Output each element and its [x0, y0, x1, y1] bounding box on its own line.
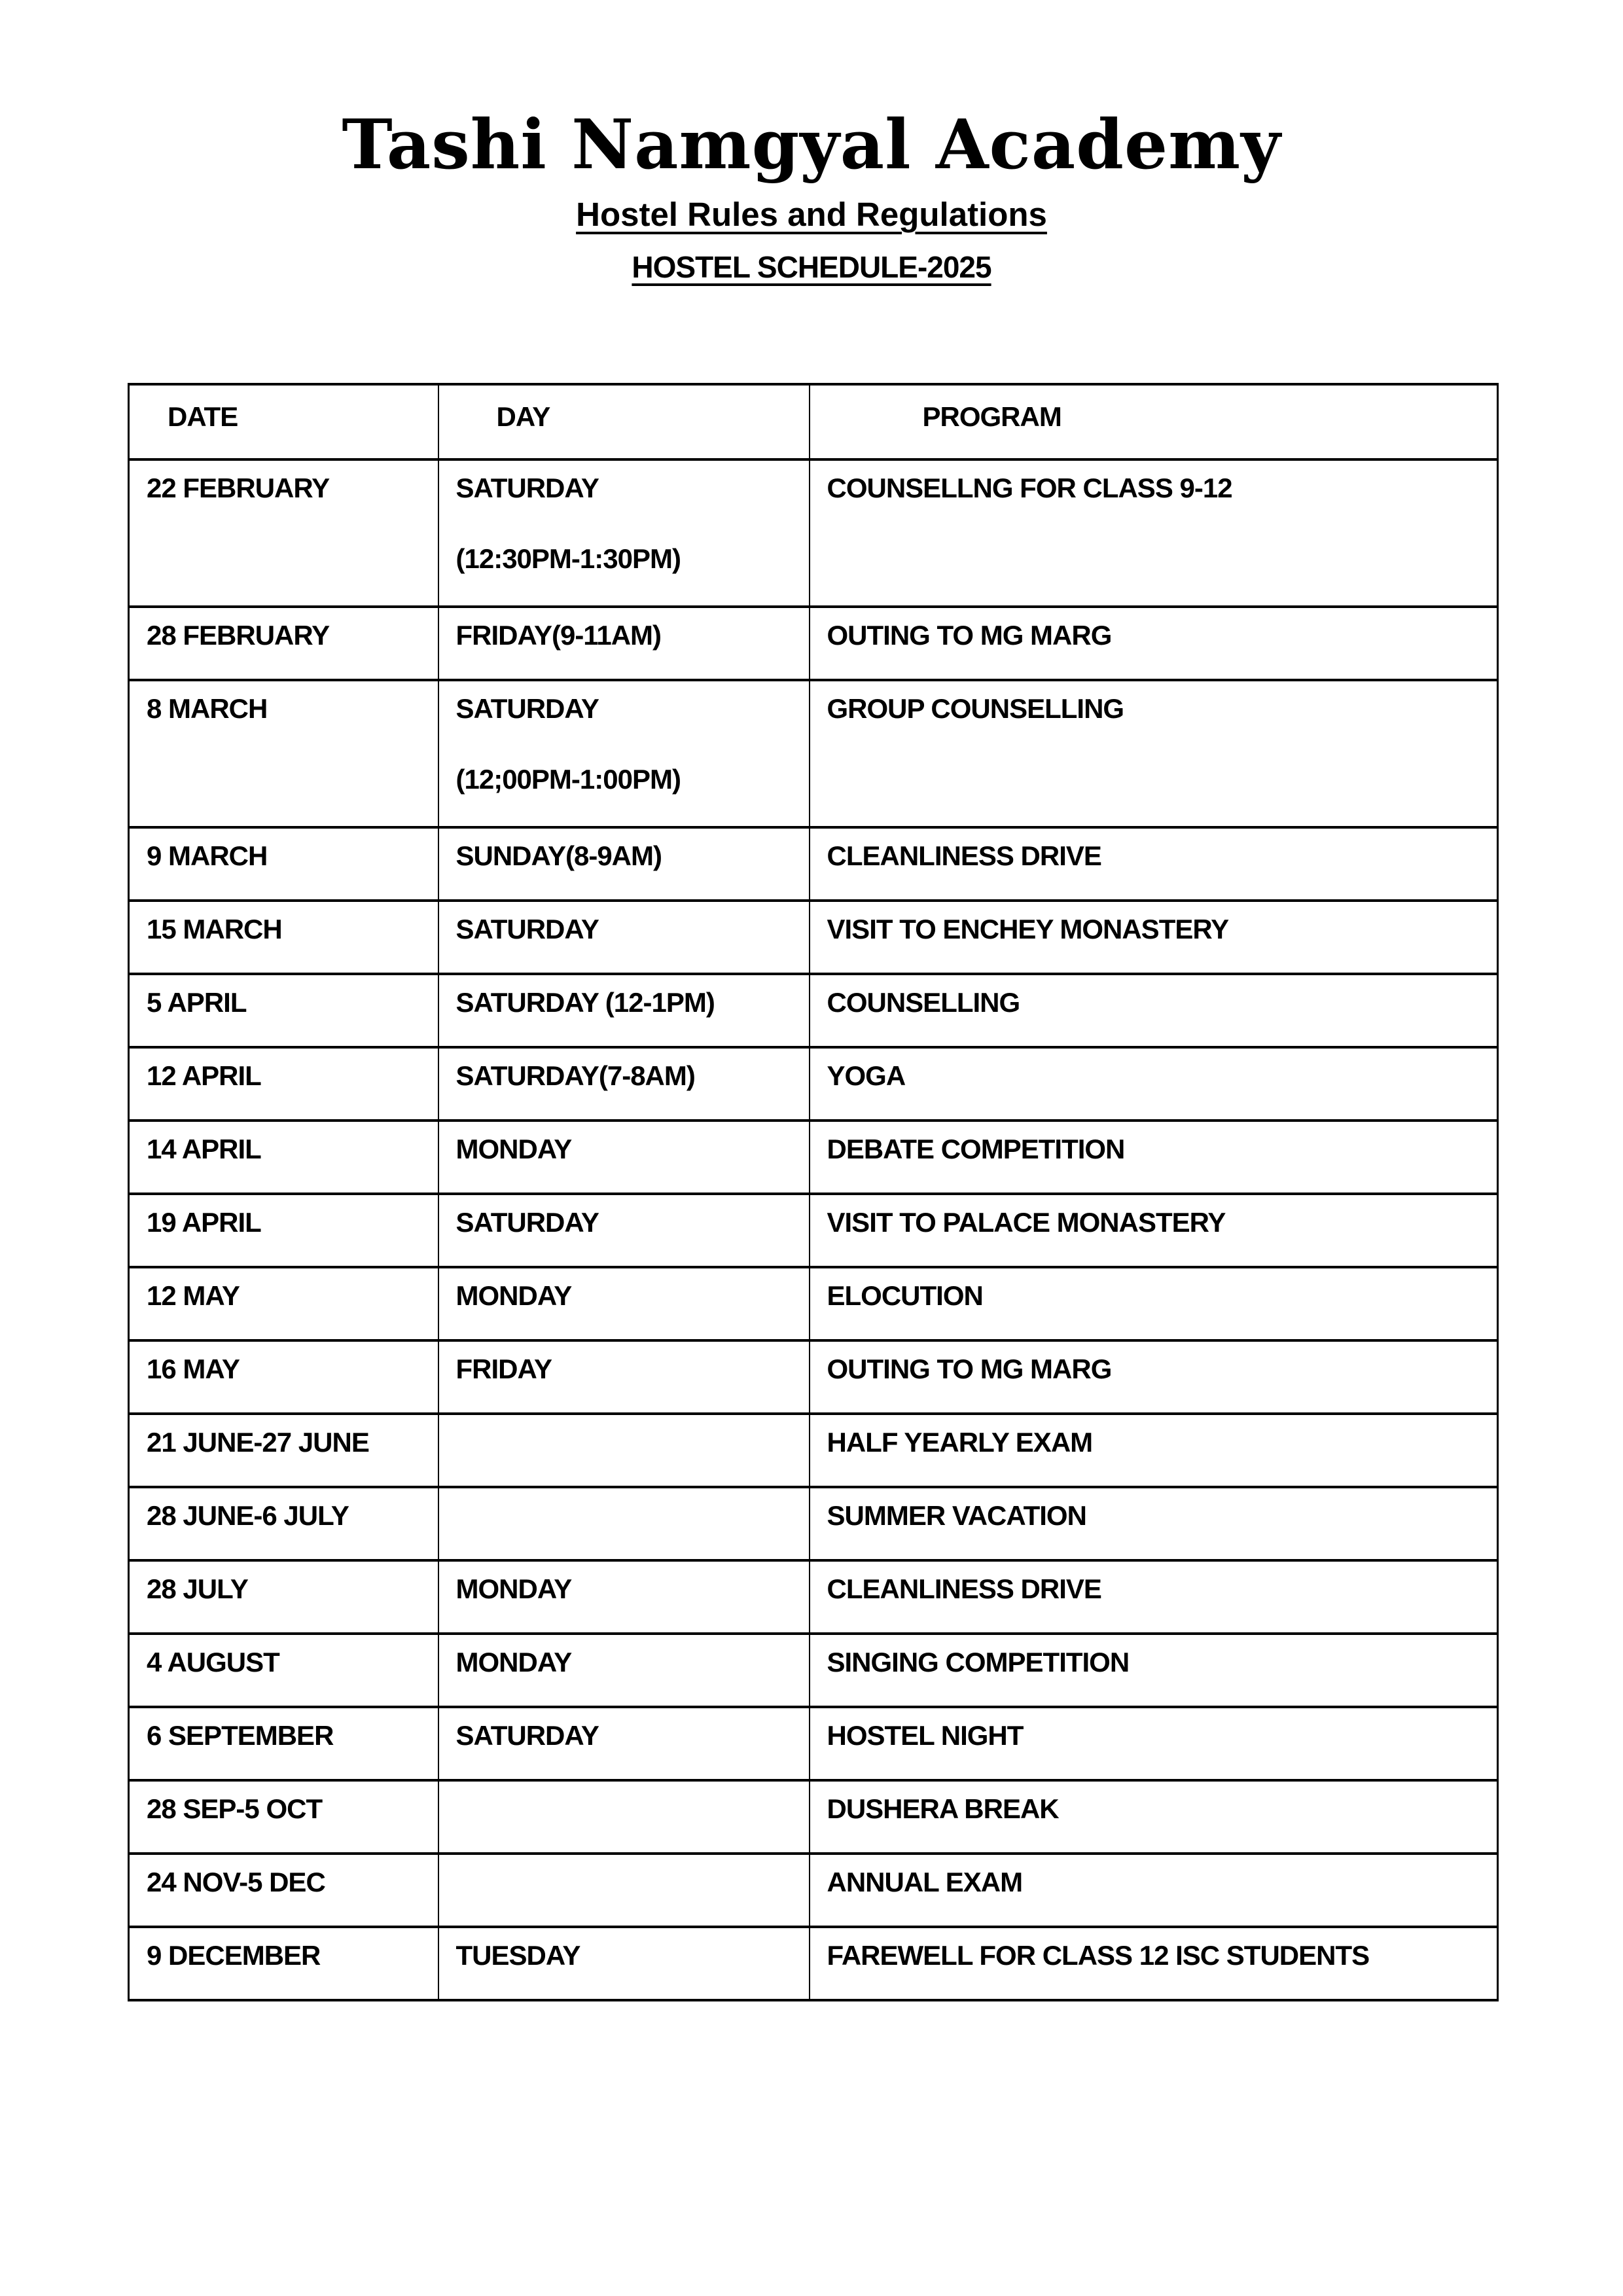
table-row: [129, 607, 1498, 680]
day-cell: [438, 974, 810, 1047]
table-row: [129, 1927, 1498, 2000]
table-row: [129, 1707, 1498, 1780]
academy-title: Tashi Namgyal Academy: [342, 104, 1281, 185]
day-cell: [438, 1780, 810, 1854]
date-cell: 28 FEBRUARY: [129, 607, 438, 680]
date-cell: 28 JULY: [129, 1560, 438, 1634]
program-cell: CLEANLINESS DRIVE: [810, 1560, 1498, 1634]
program-cell: FAREWELL FOR CLASS 12 ISC STUDENTS: [810, 1927, 1498, 2000]
program-cell: OUTING TO MG MARG: [810, 607, 1498, 680]
program-cell: SUMMER VACATION: [810, 1487, 1498, 1560]
day-cell: [438, 1194, 810, 1267]
program-cell: VISIT TO PALACE MONASTERY: [810, 1194, 1498, 1267]
date-cell: 21 JUNE-27 JUNE: [129, 1414, 438, 1487]
table-row: [129, 1854, 1498, 1927]
day-cell: [438, 1560, 810, 1634]
table-row: [129, 1634, 1498, 1707]
date-cell: 15 MARCH: [129, 901, 438, 974]
day-cell: [438, 1707, 810, 1780]
program-cell: COUNSELLNG FOR CLASS 9-12: [810, 459, 1498, 607]
table-row: [129, 1340, 1498, 1414]
table-row: [129, 974, 1498, 1047]
date-cell: 16 MAY: [129, 1340, 438, 1414]
program-cell: DEBATE COMPETITION: [810, 1121, 1498, 1194]
day-cell: [438, 827, 810, 901]
day-text: SATURDAY: [455, 472, 599, 503]
table-row: [129, 827, 1498, 901]
program-cell: ELOCUTION: [810, 1267, 1498, 1340]
program-cell: SINGING COMPETITION: [810, 1634, 1498, 1707]
date-cell: 14 APRIL: [129, 1121, 438, 1194]
table-row: [129, 1560, 1498, 1634]
day-cell: [438, 1634, 810, 1707]
day-cell: [438, 1121, 810, 1194]
table-row: [129, 1780, 1498, 1854]
day-time-text: (12:30PM-1:30PM): [455, 543, 681, 575]
day-text: SATURDAY: [455, 913, 599, 944]
rules-subtitle: Hostel Rules and Regulations: [576, 196, 1047, 234]
day-text: FRIDAY: [455, 1353, 552, 1384]
table-row: [129, 1487, 1498, 1560]
date-cell: 22 FEBRUARY: [129, 459, 438, 607]
table-row: [129, 1267, 1498, 1340]
schedule-subtitle: HOSTEL SCHEDULE-2025: [632, 249, 991, 284]
table-row: [129, 680, 1498, 827]
day-text: SUNDAY(8-9AM): [455, 840, 662, 871]
program-cell: YOGA: [810, 1047, 1498, 1121]
day-text: SATURDAY: [455, 1719, 599, 1751]
day-text: SATURDAY(7-8AM): [455, 1060, 695, 1091]
day-cell: [438, 1414, 810, 1487]
date-cell: 4 AUGUST: [129, 1634, 438, 1707]
date-cell: 5 APRIL: [129, 974, 438, 1047]
program-cell: VISIT TO ENCHEY MONASTERY: [810, 901, 1498, 974]
table-row: [129, 901, 1498, 974]
date-cell: 9 DECEMBER: [129, 1927, 438, 2000]
day-cell: [438, 1267, 810, 1340]
document-header: [0, 0, 1623, 285]
day-cell: [438, 1340, 810, 1414]
day-text: TUESDAY: [455, 1939, 580, 1971]
program-cell: COUNSELLING: [810, 974, 1498, 1047]
day-text: SATURDAY: [455, 692, 599, 724]
day-cell: [438, 680, 810, 827]
date-cell: 19 APRIL: [129, 1194, 438, 1267]
table-row: [129, 1121, 1498, 1194]
program-cell: ANNUAL EXAM: [810, 1854, 1498, 1927]
date-cell: 8 MARCH: [129, 680, 438, 827]
date-cell: 6 SEPTEMBER: [129, 1707, 438, 1780]
day-text: FRIDAY(9-11AM): [455, 619, 662, 651]
day-cell: [438, 1047, 810, 1121]
day-cell: [438, 459, 810, 607]
date-cell: 28 JUNE-6 JULY: [129, 1487, 438, 1560]
day-cell: [438, 1487, 810, 1560]
header-cell-date: DATE: [129, 384, 438, 459]
header-cell-program: PROGRAM: [810, 384, 1498, 459]
day-text: MONDAY: [455, 1646, 572, 1677]
date-cell: 28 SEP-5 OCT: [129, 1780, 438, 1854]
program-cell: HALF YEARLY EXAM: [810, 1414, 1498, 1487]
hostel-schedule-table: [128, 383, 1499, 2001]
day-cell: [438, 1927, 810, 2000]
day-cell: [438, 901, 810, 974]
program-cell: GROUP COUNSELLING: [810, 680, 1498, 827]
date-cell: 24 NOV-5 DEC: [129, 1854, 438, 1927]
day-time-text: (12;00PM-1:00PM): [455, 764, 681, 795]
table-row: [129, 1414, 1498, 1487]
day-text: SATURDAY (12-1PM): [455, 986, 715, 1018]
table-header-row: [129, 384, 1498, 459]
table-row: [129, 1047, 1498, 1121]
date-cell: 12 MAY: [129, 1267, 438, 1340]
day-text: SATURDAY: [455, 1206, 599, 1238]
program-cell: CLEANLINESS DRIVE: [810, 827, 1498, 901]
date-cell: 12 APRIL: [129, 1047, 438, 1121]
date-cell: 9 MARCH: [129, 827, 438, 901]
table-row: [129, 459, 1498, 607]
header-cell-day: DAY: [438, 384, 810, 459]
program-cell: HOSTEL NIGHT: [810, 1707, 1498, 1780]
day-cell: [438, 607, 810, 680]
table-row: [129, 1194, 1498, 1267]
day-text: MONDAY: [455, 1280, 572, 1311]
program-cell: DUSHERA BREAK: [810, 1780, 1498, 1854]
day-text: MONDAY: [455, 1133, 572, 1164]
program-cell: OUTING TO MG MARG: [810, 1340, 1498, 1414]
day-text: MONDAY: [455, 1573, 572, 1604]
day-cell: [438, 1854, 810, 1927]
